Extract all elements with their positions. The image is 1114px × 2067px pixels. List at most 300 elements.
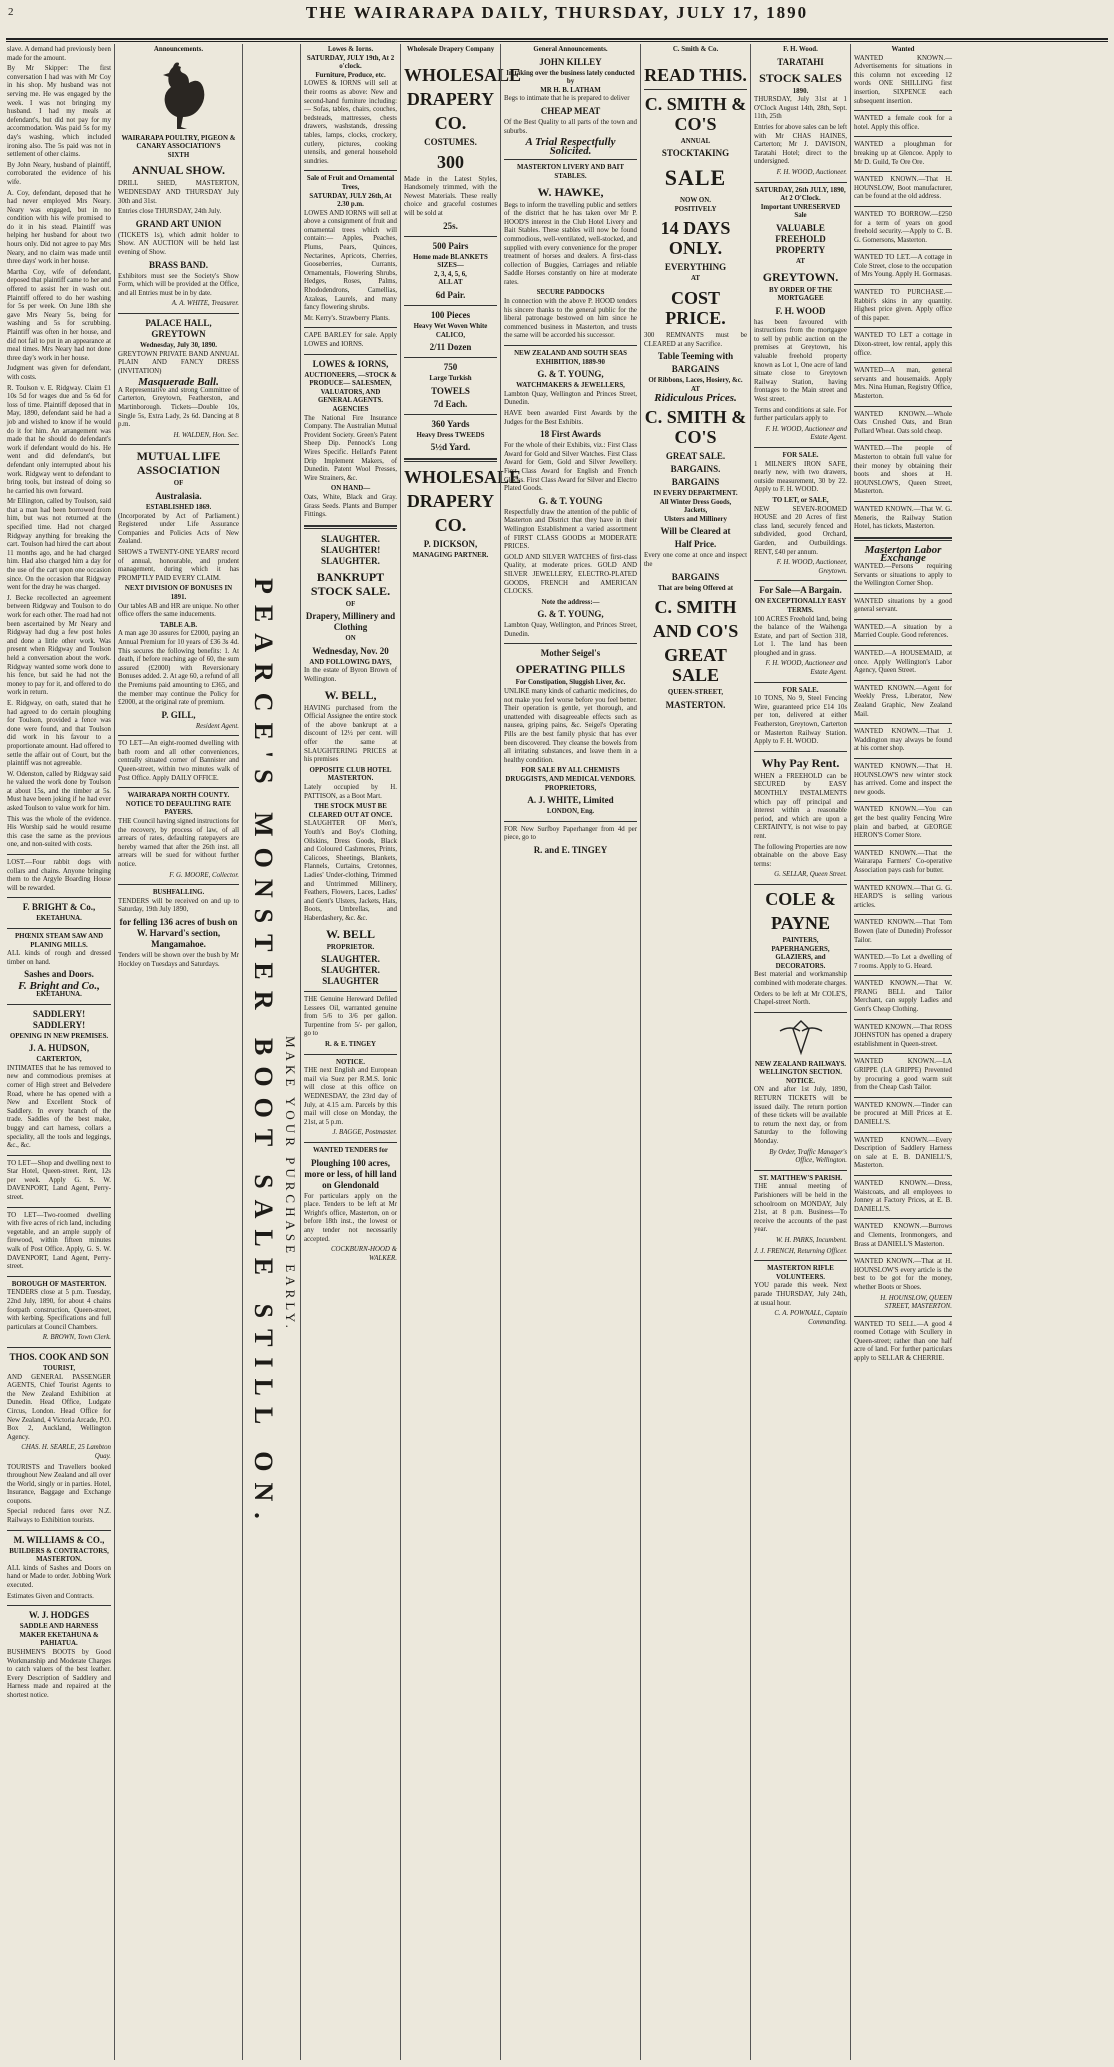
young-text: HAVE been awarded First Awards by the Judges for the Best Exhibits. [504,410,637,426]
mortgagee-label: BY ORDER OF THE MORTGAGEE [768,286,833,303]
bankrupt-date: Wednesday, Nov. 20 [312,645,389,656]
article-paragraph: Judgment was given for defendant, with costs. [7,365,111,381]
divider [854,723,952,724]
exhibition-heading: NEW ZEALAND AND SOUTH SEAS EXHIBITION, 1889-90 [514,350,627,366]
railways-section: WELLINGTON SECTION. [759,1069,842,1077]
divider [304,327,397,328]
wood-signature-2: F. H. WOOD, Auctioneer, Greytown. [776,559,847,575]
tweeds-text: Heavy Dress TWEEDS [416,431,485,439]
at-label-2: AT [690,385,701,393]
divider [644,89,747,90]
divider [854,206,952,207]
wanted-item: WANTED KNOWN.—Burrows and Clements, Ironmongers, and Brass at DANIELL'S Masterton. [854,1223,952,1248]
article-paragraph: This was the whole of the evidence. His Worship said he would resume this case the same as the previous one, and non-suited with costs. [7,815,111,849]
seigel-sale: FOR SALE BY ALL CHEMISTS DRUGGISTS, AND MEDICAL VENDORS. [505,767,636,783]
slaughter-heading-2: SLAUGHTER. SLAUGHTER. SLAUGHTER [321,954,380,987]
great-sale-label-2: GREAT SALE [664,645,727,686]
wanted-item: WANTED KNOWN.—That ROSS JOHNSTON has opened a drapery establishment in Queen-street. [854,1023,952,1048]
wood-signature: F. H. WOOD, Auctioneer and Estate Agent. [765,425,847,442]
divider [504,821,637,822]
returning-officer: J. J. FRENCH, Returning Officer. [754,1247,848,1255]
divider [854,975,952,976]
calico-text: Heavy Wet Woven White CALICO, [413,322,488,339]
tweeds-price: 5½d Yard. [430,442,471,453]
co-heading: CO. [434,112,467,133]
mutual-location: Australasia. [155,491,202,502]
young-heading: G. & T. YOUNG, [537,369,604,380]
masthead-rule [6,38,1108,42]
show-signature: A. A. WHITE, Treasurer. [171,300,239,308]
column-1 [4,44,114,2060]
divider [854,406,952,407]
article-paragraph: slave. A demand had previously been made for the amount. [7,46,111,62]
terms-text: Terms and conditions at sale. For further particulars apply to [754,406,847,423]
divider [754,1260,847,1261]
cook-text: AND GENERAL PASSENGER AGENTS, Chief Tourist Agents to the New Zealand Exhibition at Dunedin. Head Office, Ludgate Circus, London. Head Office for New Zealand, 4 Victoria Arcade, P.O. Box 2, Auckland, Wellington Agency. [7,1373,111,1441]
great-sale-label: GREAT SALE. [665,450,726,461]
divider [854,1132,952,1133]
orders-text: Orders to be left at Mr COLE'S, Chapel-street North. [754,990,847,1007]
divider [118,444,239,445]
wanted-item: WANTED TO LET a cottage in Dixon-street, low rental, apply this office. [854,332,952,357]
bankrupt-text: In the estate of Byron Brown of Wellington. [304,667,397,684]
costumes-heading: COSTUMES. [424,136,477,147]
wanted-item: WANTED KNOWN.—That W. G. Meneris, the Railway Station Hotel, has tickets, Masterton. [854,505,952,531]
smith-firm: C. SMITH & CO'S [644,93,747,134]
wanted-item: WANTED.—To Let a dwelling of 7 rooms. Apply to G. Heard. [854,954,952,970]
divider [854,914,952,915]
bushfalling-text: TENDERS will be received on and up to Saturday, 19th July 1890, [118,897,239,914]
house-text: NEW SEVEN-ROOMED HOUSE and 20 Acres of first class land, securely fenced and subdivided, good Orchard, Garden, and Outbuildings. RENT, £40 per annum. [754,505,847,556]
divider [854,593,952,594]
table-teeming-label: Table Teeming with [657,351,734,362]
column-8 [750,44,850,2060]
divider [854,284,952,285]
bushfalling-heading: BUSHFALLING. [152,889,205,897]
co-heading-2: CO. [434,515,467,536]
bushfalling-text-2: Tenders will be shown over the bush by Mr Hockley on Tuesdays and Saturdays. [118,951,239,968]
stock-sales-year: 1890. [792,87,809,95]
divider [754,447,847,448]
divider [854,249,952,250]
column-7 [640,44,750,2060]
divider [854,949,952,950]
divider [854,680,952,681]
acres-text: 100 ACRES Freehold land, being the balance of the Waihenga Estate, and part of Section 318, Lot 1. The land has been ploughed and in grass. [754,615,847,657]
to-let-notice: TO LET—Two-roomed dwelling with five acres of rich land, including vegetable, and an ample supply of firewood, within fifteen minutes walk of Post Office. Apply, G. S. W. DAVENPORT, Land Agent, Perry-street. [7,1211,111,1271]
wanted-item: WANTED KNOWN.—You can get the best quality Fencing Wire plain and barbed, at GEORGE HERON'S Corner Store. [854,806,952,840]
calico-price: 2/11 Dozen [429,342,472,353]
wanted-column-heading: Wanted [891,46,915,53]
divider [7,928,111,929]
wood-column-heading: F. H. Wood. [783,46,818,53]
stock-sales-signature: F. H. WOOD, Auctioneer. [776,168,847,176]
firm-text: VALUATORS, AND GENERAL AGENTS. [317,388,384,405]
painters-text: PAINTERS, PAPERHANGERS, GLAZIERS, and DECORATORS. [771,936,830,970]
divider [854,645,952,646]
divider [118,735,239,736]
young-address: Lambton Quay, Wellington, and Princes Street, Dunedin. [504,622,637,638]
ploughing-bold: Ploughing 100 acres, more or less, of hill land on Glendonald [304,1157,397,1190]
young-sub: WATCHMAKERS & JEWELLERS, [516,382,625,390]
at-label: AT [690,275,701,283]
divider [304,525,397,529]
saddlery-heading: SADDLERY! SADDLERY! [32,1008,86,1030]
ploughing-heading: WANTED TENDERS for [313,1147,388,1154]
and-cos-label: AND CO'S [652,621,739,642]
divider [854,136,952,137]
everything-label: EVERYTHING [664,262,727,273]
barley-notice: CAPE BARLEY for sale. Apply LOWES and IORNS. [304,332,397,348]
purchase-early-banner: MAKE YOUR PURCHASE EARLY. [283,1036,298,1332]
hudson-location: CARTERTON, [36,1056,82,1064]
rifles-signature: C. A. POWNALL, Captain Commanding. [774,1310,847,1326]
bargain-heading: For Sale—A Bargain. [759,585,842,596]
column-2 [114,44,242,2060]
wanted-item: WANTED KNOWN.—That W. PRANG BELL and Tailor Merchant, can supply Ladies and Gent's Cheap Clothing. [854,980,952,1014]
now-on-label: NOW ON. [680,197,711,205]
borough-signature: R. BROWN, Town Clerk. [42,1334,111,1342]
brass-band-heading: BRASS BAND. [148,259,208,270]
article-paragraph: J. Becke recollected an agreement between Ridgway and Toulson to do work for each other. The road had not been ascertained by Mr Neary and Ridgway had dug a few post holes and done a little other work. Was present when Ridgway and Toulson held a conversation about the work. Ridgway wanted some work done to his fence, but said he had not the money to pay for it, and offered to do work in return. [7,594,111,697]
smith-firm-2: C. SMITH & CO'S [644,406,747,447]
seigel-proprietors: PROPRIETORS, [544,784,597,792]
lost-notice: LOST.—Four rabbit dogs with collars and chains. Anyone bringing them to the Argyle Boarding House will be rewarded. [7,859,111,892]
blankets-text: Home made BLANKETS [413,253,488,261]
railways-signature: By Order, Traffic Manager's Office, Wellington. [769,1148,847,1165]
all-at: ALL AT [438,279,463,287]
sawmill-sashes: Sashes and Doors. [24,969,94,980]
on-hand-text: Oats, White, Black and Gray. Grass Seeds. Plants and Bumper Fittings. [304,493,397,519]
divider [754,884,847,885]
sellar-signature: G. SELLAR, Queen Street. [774,871,847,879]
divider [304,1142,397,1143]
bargain-terms: ON EXCEPTIONALLY EASY TERMS. [754,598,847,614]
lowes-sub: Furniture, Produce, etc. [315,71,386,79]
best-material-text: Best material and workmanship combined with moderate charges. [754,971,847,987]
divider [854,327,952,328]
divider [854,1175,952,1176]
announcements-heading: Announcements. [153,46,204,53]
divider [504,643,637,644]
killey-text-3: Of the Best Quality to all parts of the town and suburbs. [504,118,637,135]
wanted-item: WANTED KNOWN.—Tinder can be procured at Mill Prices at E. DANIELL'S. [854,1101,952,1126]
williams-text: ALL kinds of Sashes and Doors on hand or Made to order. Jobbing Work executed. [7,1564,111,1590]
column-6 [500,44,640,2060]
agencies-text: The National Fire Insurance Company. The Australian Mutual Provident Society. Green's Patent Sheep Dip. Pennock's Long Wires Specific. Hellard's Patent Drip Implement Makers, of Dunedin. Patent Wool Presses, Wire Strainers, &c. [304,414,397,482]
hodges-sub: SADDLE AND HARNESS MAKER EKETAHUNA & PAHIATUA. [19,1623,99,1648]
ulsters-label: Ulsters and Millinery [664,515,727,523]
divider [304,170,397,171]
divider [854,440,952,441]
dickson-name: P. DICKSON, [423,539,478,550]
mutual-showing: SHOWS a TWENTY-ONE YEARS' record of annual, honourable, and prudent management, during which it has PROMPTLY PAID EVERY CLAIM. [118,549,239,582]
bankrupt-following: AND FOLLOWING DAYS, [309,658,392,666]
hudson-text: INTIMATES that he has removed to new and commodious premises at corner of High street and Belvedere Road, where he has opened with a New and Excellent Stock of Saddlery. In every branch of the trade. Saddles of the best make, buggy and cart harness, collars a speciality, all the tools and leggings, &c., &c. [7,1064,111,1150]
seigel-location: LONDON, Eng. [546,808,595,816]
labor-exchange-heading: Masterton Labor Exchange [864,543,942,565]
divider [854,758,952,759]
hawke-text-2: In connection with the above P. HOOD tenders his sincere thanks to the general public for the liberal patronage bestowed on him since he commenced business in Masterton, and trusts the same will be accorded his successor. [504,298,637,340]
mail-notice-heading: NOTICE. [336,1058,365,1066]
positively-label: POSITIVELY [674,205,717,213]
bell-proprietor-sub: PROPRIETOR. [326,943,375,951]
on-hand-heading: ON HAND— [330,485,371,493]
bankrupt-sub: Drapery, Millinery and Clothing [305,611,396,633]
unreserved-heading: Important UNRESERVED Sale [760,203,841,220]
drapery-heading: DRAPERY [406,88,495,109]
mutual-of: OF [173,480,184,488]
stock-sales-heading: STOCK SALES [759,70,842,85]
gill-signature: Resident Agent. [195,722,239,730]
show-entries: Entries close THURSDAY, 24th July. [118,208,222,216]
safe-text: 1 MILNER'S IRON SAFE, nearly new, with two drawers, outside measurement, 30 by 22. Apply to F. H. WOOD. [754,460,847,494]
wanted-item: WANTED.—Persons requiring Servants or situations to apply to the Wellington Corner Shop. [854,562,952,588]
county-signature: F. G. MOORE, Collector. [169,871,239,879]
smith-firm-3: C. SMITH [654,597,737,618]
tourists-rates: Special reduced fares over N.Z. Railways to Exhibition tourists. [7,1508,111,1525]
divider [7,1605,111,1606]
killey-solicited: A Trial Respectfully Solicited. [525,136,616,157]
wanted-item: WANTED TO BORROW.—£250 for a term of years on good freehold security.—Apply to C. B. G. Gomersons, Masterton. [854,210,952,244]
rifles-text: YOU parade this week. Next parade THURSDAY, July 24th, at usual hour. [754,1282,847,1307]
cheap-meat-heading: CHEAP MEAT [540,105,601,116]
divider [404,458,497,462]
divider [7,897,111,898]
masquerade-signature: H. WALDEN, Hon. Sec. [173,431,239,439]
sizes-heading: SIZES— [437,262,464,270]
bell-heading: W. BELL, [324,687,377,702]
killey-heading: JOHN KILLEY [539,56,602,67]
mutual-established: ESTABLISHED 1869. [145,504,212,512]
bright-location: EKETAHUNA. [36,915,82,923]
wanted-item: WANTED KNOWN.—LA GRIPPE (LA GRIPPE) Prevented by procuring a good warm suit from the Cheap Cash Tailor. [854,1058,952,1092]
hodges-heading: W. J. HODGES [28,1610,90,1621]
blankets-price: 6d Pair. [435,289,466,300]
wanted-item: WANTED KNOWN.—That J. Waddington may always be found at his corner shop. [854,728,952,753]
divider [854,501,952,502]
mail-notice-signature: J. BAGGE, Postmaster. [332,1129,397,1137]
palace-hall-date: Wednesday, July 30, 1890. [140,341,217,349]
rifles-heading: MASTERTON RIFLE VOLUNTEERS. [767,1265,834,1281]
taratahi-heading: TARATAHI [777,56,824,67]
page-number: 2 [8,6,14,18]
at-label: AT [795,257,806,265]
column-4 [300,44,400,2060]
divider [7,1530,111,1531]
ridiculous-prices: Ridiculous Prices. [654,392,737,405]
divider [504,345,637,346]
railways-heading: NEW ZEALAND RAILWAYS. [754,1060,847,1068]
article-paragraph: Martha Coy, wife of defendant, deposed that plaintiff came to her and offered to assist her in wash out. Plaintiff offered to do her washing for 5s per week. On June 18th she gave Mrs Neary 5s, being for washing and 5s for scrubbing. Plaintiff was often in her house, and did not fail to put in an appearance at meal times. Mrs Neary had not done three day's work in her house. [7,268,111,362]
tweeds-count: 360 Yards [431,418,470,429]
divider [118,313,239,314]
wholesale-column-heading: Wholesale Drapery Company [406,46,495,53]
bankrupt-heading: BANKRUPT STOCK SALE. [310,569,391,598]
hodges-text: BUSHMEN'S BOOTS by Good Workmanship and Moderate Charges to catch valuers of the best leather. Every Description of Saddlery and Harness made and repaired at the shortest notice. [7,1649,111,1699]
stocktaking-label: STOCKTAKING [661,148,730,159]
payne-heading: PAYNE [770,912,830,933]
half-price-label: Half Price. [674,539,717,550]
divider [7,1347,111,1348]
wanted-item: WANTED TO PURCHASE.—Rabbit's skins in any quantity. Highest price given. Apply office of this paper. [854,289,952,322]
fruit-text: LOWES AND IORNS will sell at above a consignment of fruit and ornamental trees which will contain:— Apples, Peaches, Plums, Pears, Quinces, Nectarines, Apricots, Cherries, Gooseberries, Currants, Ornamentals, Flowering Shrubs, Hedges, Roses, Palms, Rhododendrons, Camellias, Azaleas, Laurels, and many fancy flowering shrubs. [304,209,397,312]
paddocks-heading: SECURE PADDOCKS [536,289,605,297]
rooster-icon [149,59,209,131]
divider [7,1276,111,1277]
stock-sales-entries: Entries for above sales can be left with Mr CHAS HAINES, Carterton; Mr J. DAVISON, Taratahi Hotel; direct to the undersigned. [754,123,847,166]
hounslow-signature: H. HOUNSLOW, QUEEN STREET, MASTERTON. [880,1294,952,1311]
masterton-label: MASTERTON. [665,699,726,710]
costumes-text: Made in the Latest Styles, Handsomely trimmed, with the Newest Materials. These really choice and graceful costumes will be sold at [404,175,497,217]
wanted-item: WANTED KNOWN.—That Tom Bowen (late of Dunedin) Professor Tailor. [854,919,952,944]
bankrupt-of: OF [345,600,356,608]
wanted-item: WANTED KNOWN.—That at H. HOUNSLOW'S every article is the best to be got for the money, whether Boots or Shoes. [854,1258,952,1291]
seigel-text: UNLIKE many kinds of cathartic medicines, do not make you feel worse before you feel better. Their operation is gentle, yet thorough, and unattended with disagreeable effects such as nausea, griping pains, &c. Seigel's Operating Pills are the best family physic that has ever been discovered. They cleanse the bowels from all irritating substances, and leave them in a healthy condition. [504,688,637,764]
article-paragraph: By John Neary, husband of plaintiff, corroborated the evidence of his wife. [7,161,111,186]
managing-partner: MANAGING PARTNER. [412,552,489,560]
fencing-wire-text: 10 TONS, No 9, Steel Fencing Wire, guaranteed price £14 10s per ton, delivered at either Featherston, Greytown, Carterton or Masterton Railway Station. Apply to F. H. WOOD. [754,695,847,746]
mutual-text: (Incorporated by Act of Parliament.) Registered under Life Assurance Companies and Policies Acts of New Zealand. [118,512,239,546]
palace-hall-text: GREYTOWN PRIVATE BAND ANNUAL PLAIN AND FANCY DRESS (INVITATION) [118,350,239,375]
divider [854,1218,952,1219]
divider [304,1054,397,1055]
sawmill-text: ALL kinds of rough and dressed timber on hand. [7,950,111,966]
read-this-heading: READ THIS. [644,64,747,85]
sale-heading: SALE [664,165,727,191]
column-9 [850,44,955,2060]
agencies-heading: AGENCIES [332,405,369,413]
young-awards-list: For the whole of their Exhibits, viz.: First Class Award for Gold and Silver Watches. First Class Award for Gem, Gold and Silver Jewellery. First Class Award for English and French Clocks. First Class Award for Silver and Electro Plated Goods. [504,442,637,493]
wanted-item: WANTED KNOWN.—Advertisements for situations in this column not exceeding 12 words ONE SHILLING first insertion, SIXPENCE each subsequent insertion. [854,54,952,105]
divider [854,1053,952,1054]
drapery-heading-2: DRAPERY [406,491,495,512]
divider [754,182,847,183]
divider [118,787,239,788]
why-pay-rent-heading: Why Pay Rent. [761,755,840,770]
young-heading-2: G. & T. YOUNG [538,495,603,506]
bell-text-2: Lately occupied by H. PATTISON, as a Boot Mart. [304,784,397,800]
divider [7,1004,111,1005]
fruit-heading: Sale of Fruit and Ornamental Trees, [306,175,395,191]
table-text: A man age 30 assures for £2000, paying an Annual Premium for 10 years of £36 3s 4d. This secures the following benefits: 1. At death, if before reaching age of 60, the sum assured (£2000) with Reversionary Bonuses added. 2. At age 60, a refund of all the Premiums paid amounting to £365, and the member may continue the Policy for £2000, at the original rate of premium. [118,630,239,707]
wanted-item: WANTED KNOWN.—That G. G. HEARD'S is selling various articles. [854,884,952,909]
calico-count: 100 Pieces [430,309,471,320]
lowes-heading: Lowes & Iorns. [327,46,374,53]
divider [854,801,952,802]
operating-pills-heading: OPERATING PILLS [515,662,626,677]
paperhanger-signature: R. and E. TINGEY [533,844,608,855]
sawmill-heading: PHŒNIX STEAM SAW AND PLANING MILLS. [14,933,104,949]
sizes-list: 2, 3, 4, 5, 6, [434,270,467,278]
young-text-2: Respectfully draw the attention of the public of Masterton and District that they have in their Wellington Establishment a varied assortment of FIRST CLASS GOODS at MODERATE PRICES. [504,508,637,551]
bell-location: MASTERTON. [327,775,374,783]
mutual-life-heading: MUTUAL LIFE ASSOCIATION [136,449,221,478]
divider [754,580,847,581]
borough-heading: BOROUGH OF MASTERTON. [11,1280,107,1288]
divider [854,1097,952,1098]
for-sale-heading-2: FOR SALE. [782,686,819,694]
tourists-text: TOURISTS and Travellers booked throughout New Zealand and all over the World, singly or in parties. Hotel, Insurance, Baggage and Exchange coupons. [7,1463,111,1505]
to-let-heading: TO LET, or SALE, [772,496,829,504]
next-division-heading: NEXT DIVISION OF BONUSES IN 1891. [124,585,233,601]
killey-text-2: Begs to intimate that he is prepared to deliver [504,95,630,103]
divider [7,854,111,855]
cook-signature: CHAS. H. SEARLE, 25 Lambton Quay. [21,1444,111,1460]
divider [854,537,952,541]
cook-heading: THOS. COOK AND SON [9,1351,109,1362]
greytown-heading: GREYTOWN. [762,269,839,284]
come-text: Every one come at once and inspect the [644,552,747,568]
divider [504,159,637,160]
following-text: The following Properties are now obtainable on the above Easy terms: [754,843,847,868]
bargains-label-3: BARGAINS [671,476,720,487]
annual-show-heading: ANNUAL SHOW. [132,163,225,178]
saddlery-sub: OPENING IN NEW PREMISES. [9,1032,109,1040]
every-department: IN EVERY DEPARTMENT. [653,489,738,497]
seigel-white: A. J. WHITE, Limited [527,795,614,806]
bell-opposite: OPPOSITE CLUB HOTEL [309,766,392,774]
seigel-sub: For Constipation, Sluggish Liver, &c. [515,679,626,687]
divider [404,357,497,358]
railways-notice: NOTICE. [786,1077,815,1085]
sawmill-location: EKETAHUNA. [36,990,82,998]
divider [854,362,952,363]
lowes-date: SATURDAY, JULY 19th, At 2 o'clock. [306,54,395,71]
livery-heading: MASTERTON LIVERY AND BAIT STABLES. [517,164,624,180]
county-text: THE Council having signed instructions for the recovery, by process of law, of all arrears of rates, defaulting ratepayers are hereby warned that after the 26th inst. all arrears will be sued for without further notice. [118,818,239,868]
railway-crest-icon [774,1017,828,1057]
wanted-item: WANTED KNOWN.—Agent for Weekly Press, Liberator, New Zealand Graphic, New Zealand Mail. [854,684,952,718]
masquerade-text: A Representative and strong Committee of Carterton, Greytown, Featherston, and Martinborough. Tickets—Double 10s, Single 5s, Extra Lady, 2s 6d. Dancing at 8 p.m. [118,386,239,429]
wanted-item: WANTED KNOWN.—Every Description of Saddlery Harness on sale at E. B. DANIELL'S, Masterton. [854,1136,952,1170]
wanted-item: WANTED KNOWN.—That the Wairarapa Farmers' Co-operative Association pays cash for butter. [854,849,952,874]
divider [854,110,952,111]
to-let-notice: TO LET—Shop and dwelling next to Star Hotel, Queen-street. Rent, 12s per week. Apply G. S. W. DAVENPORT, Land Agent, Perry-street. [7,1159,111,1202]
towels-price: 7d Each. [433,398,468,409]
hawke-heading: W. HAWKE, [537,184,604,199]
divider [754,1170,847,1171]
paperhanger-text: FOR New Surfboy Paperhanger from 4d per piece, go to [504,825,637,842]
railways-text: ON and after 1st July, 1890, RETURN TICKETS will be issued daily. The return portion of these tickets will be available to return the next day, or from Saturday to the following Monday. [754,1086,847,1146]
williams-sub: BUILDERS & CONTRACTORS, [9,1547,109,1555]
divider [854,1253,952,1254]
cost-price-heading: COST PRICE. [665,287,726,328]
cook-sub: TOURIST, [42,1364,76,1372]
towels-heading: TOWELS [431,385,470,396]
bell-text: HAVING purchased from the Official Assignee the entire stock of the above bankrupt at a discount of 12½ per cent. will offer the same at SLAUGHTERING PRICES at his premises [304,704,397,764]
wanted-item: WANTED.—The people of Masterton to obtain full value for their money by obtaining their boots and shoes at H. HOUNSLOW'S, Queen Street, Masterton. [854,445,952,496]
wanted-item: WANTED a ploughman for breaking up at Glencoe. Apply to Mr D. Guild, Te Ore Ore. [854,141,952,166]
young-note: Note the address:— [541,598,600,606]
bright-name: F. BRIGHT & Co., [22,902,96,913]
fhwood-text: has been favoured with instructions from the mortgagee to sell by public auction on the premises at Greytown, his valuable freehold property known as Lot 1, One acre of land situate close to Greytown Railway Station, having frontages to the Main street and West street. [754,318,847,404]
article-paragraph: W. Odenston, called by Ridgway said he valued the work done by Toulson at about 15s, and the timber at 5s. Must have been joking if he had ever asked Toulson to value work for him. [7,770,111,813]
palace-hall-heading: PALACE HALL, GREYTOWN [145,317,212,339]
wanted-item: WANTED a female cook for a hotel. Apply this office. [854,115,952,131]
vertical-banner [246,44,304,2060]
divider [854,171,952,172]
wanted-item: WANTED TO SELL.—A good 4 roomed Cottage with Scullery in Queen-street; rather than one half acre of land. For further particulars apply to SELLAR & CHERRIE. [854,1320,952,1363]
to-let-notice: TO LET—An eight-roomed dwelling with bath room and all other conveniences, centrally situated corner of Bannister and Queen-street, within two minutes walk of Post Office. Apply DAILY OFFICE. [118,740,239,782]
queen-street-label: QUEEN-STREET, [667,689,724,697]
fourteen-days-heading: 14 DAYS ONLY. [660,218,731,259]
parish-heading: ST. MATTHEW'S PARISH. [758,1174,843,1182]
wanted-item: WANTED situations by a good general servant. [854,597,952,614]
freehold-text: WHEN a FREEHOLD can be SECURED by EASY MONTHLY INSTALMENTS which pay off principal and interest within a reasonable period, and which are upon a CERTAINTY, is not wise to pay rent. [754,772,847,840]
wanted-item: WANTED.—A situation by a Married Couple. Good references. [854,623,952,640]
divider [404,305,497,306]
